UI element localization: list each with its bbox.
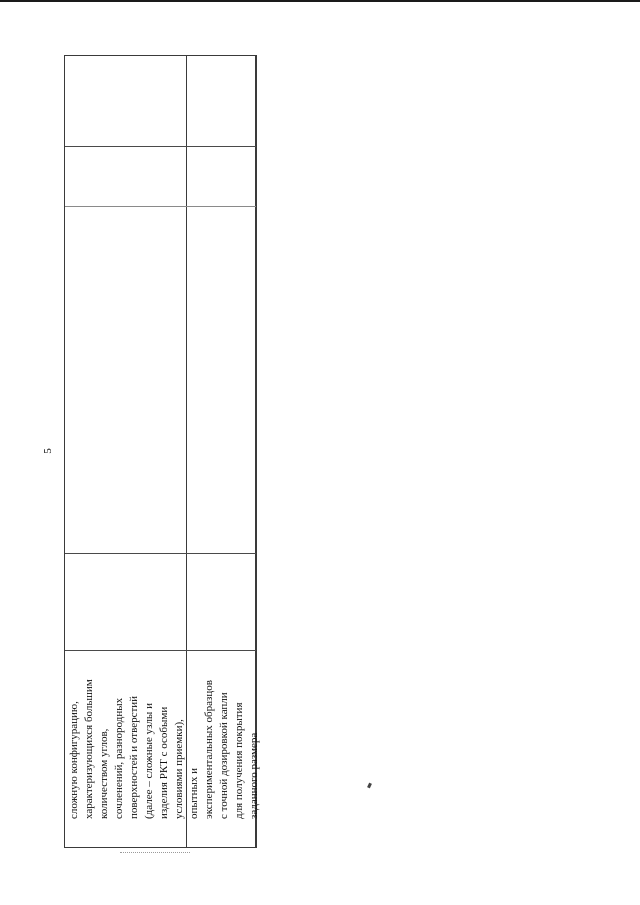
scan-artifact-dots bbox=[120, 852, 190, 853]
table-column-divider bbox=[255, 56, 256, 847]
table-cell-line: количеством углов, bbox=[98, 728, 110, 819]
table-row-divider bbox=[65, 146, 256, 147]
table-cell-line: для получения покрытия bbox=[233, 702, 245, 819]
table-cell-description bbox=[65, 56, 258, 849]
table-cell-line: опытных и bbox=[188, 768, 200, 819]
rotated-table bbox=[64, 55, 260, 848]
table-row-divider bbox=[65, 650, 256, 651]
table-cell-line: условиями приемки), bbox=[173, 719, 185, 819]
scan-artifact-mark bbox=[367, 783, 372, 789]
page-number: 5 bbox=[42, 448, 54, 454]
table-cell-line: сложную конфигурацию, bbox=[68, 701, 80, 819]
table-column-divider bbox=[186, 56, 187, 847]
table-cell-line: сочленений, разнородных bbox=[113, 697, 125, 819]
table-cell-line: заданного размера bbox=[248, 732, 260, 819]
table-cell-line: с точной дозировкой капли bbox=[218, 692, 230, 819]
table-row-divider bbox=[65, 553, 256, 554]
table-cell-line: поверхностей и отверстий bbox=[128, 695, 140, 819]
scan-top-edge bbox=[0, 0, 640, 2]
table-cell-line: (далее – сложные узлы и bbox=[143, 703, 155, 819]
table-cell-line: характеризующихся большим bbox=[83, 679, 95, 819]
table-cell-line: изделия РКТ с особыми bbox=[158, 706, 170, 819]
table-cell-line: экспериментальных образцов bbox=[203, 680, 215, 819]
table-row-divider bbox=[65, 206, 256, 207]
